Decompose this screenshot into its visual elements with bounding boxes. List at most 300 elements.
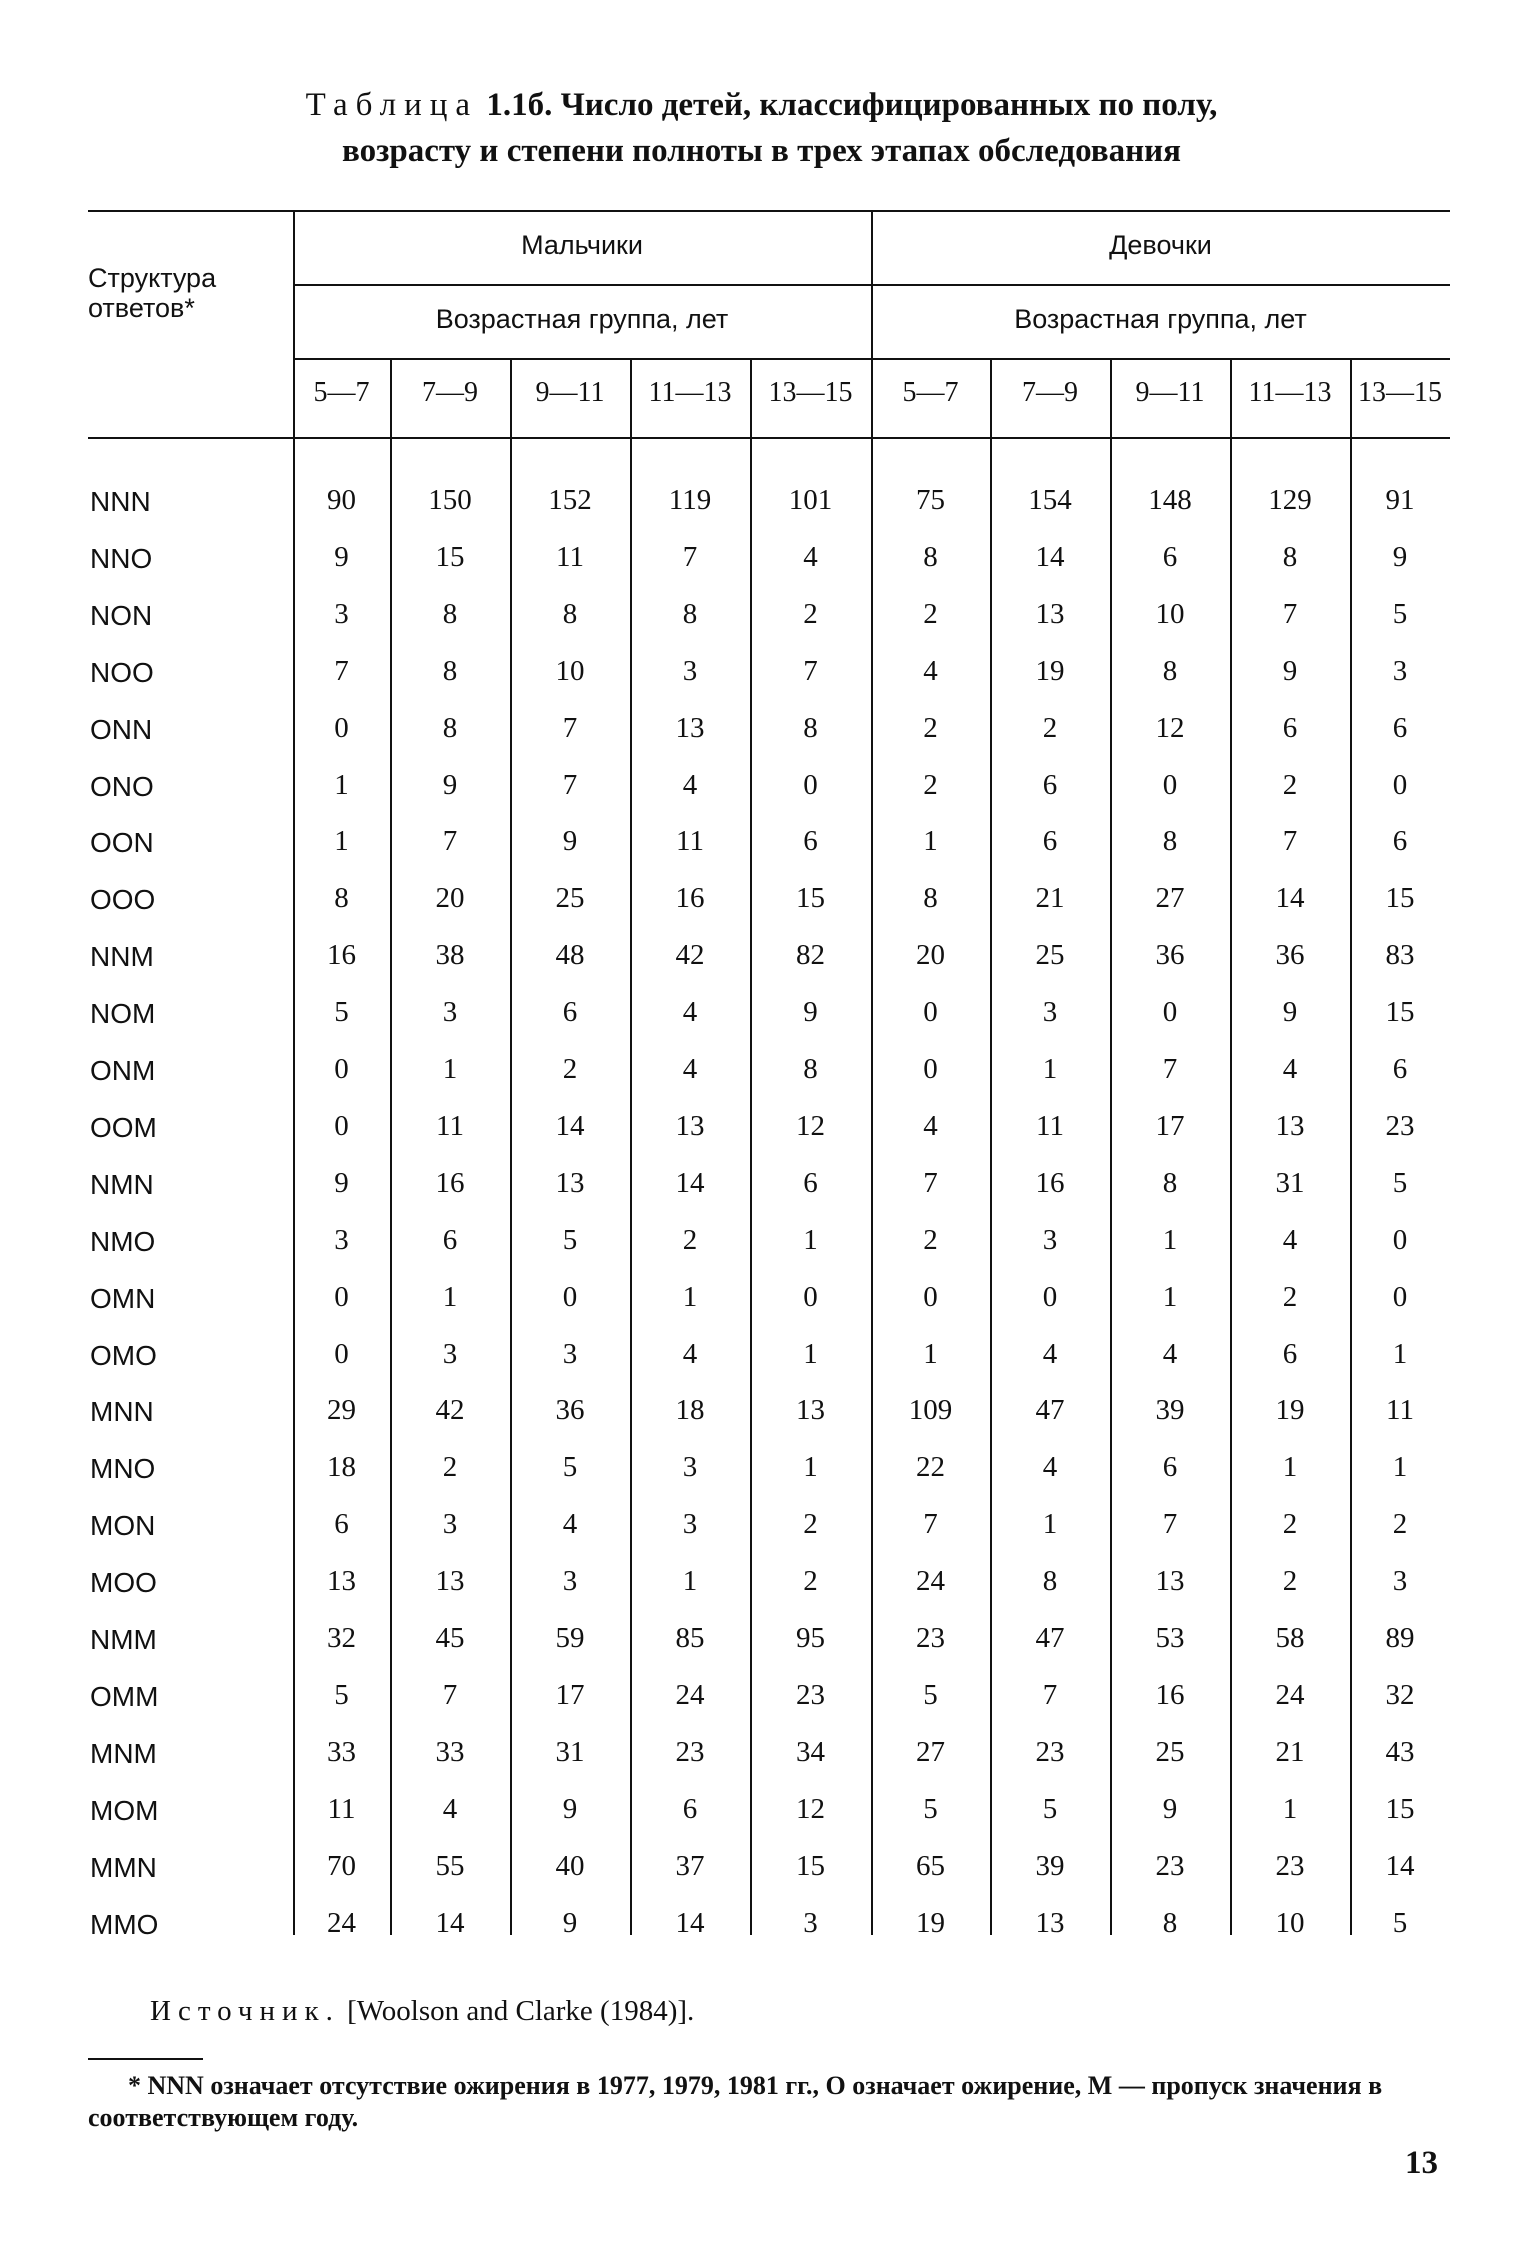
table-cell: 3: [562, 1565, 578, 1597]
boys-header: Мальчики: [521, 230, 643, 260]
table-cell: 7: [562, 769, 578, 801]
table-cell: 13: [675, 712, 705, 744]
table-cell: 12: [796, 1793, 825, 1825]
table-cell: 0: [1042, 1281, 1058, 1313]
table-cell: 7: [803, 655, 818, 687]
row-label: OMM: [90, 1681, 159, 1712]
table-cell: 33: [435, 1736, 465, 1768]
table-cell: 8: [803, 712, 818, 744]
source-lead: Источник.: [150, 1995, 340, 2027]
table-cell: 6: [682, 1793, 698, 1825]
row-label: NNM: [90, 941, 154, 972]
table-cell: 11: [327, 1793, 356, 1825]
table-cell: 0: [334, 1338, 349, 1370]
table-cell: 2: [442, 1451, 458, 1483]
table-cell: 4: [562, 1508, 578, 1540]
row-label: MNO: [90, 1453, 156, 1484]
table-cell: 1: [334, 769, 349, 801]
row-label: MMN: [90, 1852, 157, 1883]
row-label: NMN: [90, 1169, 154, 1200]
table-cell: 3: [334, 598, 349, 630]
table-cell: 24: [675, 1679, 705, 1711]
table-cell: 13: [1035, 1907, 1065, 1939]
table-cell: 6: [1392, 825, 1408, 857]
table-cell: 36: [1155, 939, 1185, 971]
row-label: MON: [90, 1510, 156, 1541]
table-cell: 8: [442, 712, 458, 744]
table-cell: 1: [923, 1338, 938, 1370]
table-cell: 17: [555, 1679, 585, 1711]
table-cell: 23: [675, 1736, 705, 1768]
table-cell: 15: [796, 1850, 825, 1882]
table-cell: 31: [1275, 1167, 1305, 1199]
table-cell: 17: [1155, 1110, 1185, 1142]
table-cell: 4: [803, 541, 818, 573]
table-cell: 0: [562, 1281, 578, 1313]
table-title-lead: Таблица: [305, 87, 479, 123]
table-cell: 3: [682, 1451, 698, 1483]
table-cell: 14: [675, 1167, 705, 1199]
table-cell: 20: [916, 939, 945, 971]
table-cell: 14: [675, 1907, 705, 1939]
table-cell: 4: [682, 769, 698, 801]
table-cell: 8: [803, 1053, 818, 1085]
girls-age-group-header: Возрастная группа, лет: [1014, 304, 1307, 334]
table-cell: 25: [555, 882, 585, 914]
table-cell: 24: [916, 1565, 945, 1597]
table-cell: 2: [923, 769, 938, 801]
table-cell: 4: [1042, 1451, 1058, 1483]
table-cell: 8: [1162, 1907, 1178, 1939]
table-cell: 3: [334, 1224, 349, 1256]
table-cell: 7: [1162, 1053, 1178, 1085]
table-cell: 1: [1162, 1281, 1178, 1313]
table-cell: 89: [1385, 1622, 1415, 1654]
table-cell: 1: [334, 825, 349, 857]
table-cell: 75: [916, 484, 945, 516]
table-cell: 9: [562, 825, 578, 857]
table-cell: 14: [435, 1907, 465, 1939]
table-cell: 2: [923, 712, 938, 744]
table-cell: 36: [555, 1394, 585, 1426]
table-cell: 5: [334, 1679, 349, 1711]
table-cell: 4: [442, 1793, 458, 1825]
table-cell: 8: [1162, 825, 1178, 857]
footnote-rule: [88, 2058, 203, 2060]
table-cell: 5: [334, 996, 349, 1028]
table-cell: 15: [435, 541, 465, 573]
table-cell: 3: [1042, 1224, 1058, 1256]
table-cell: 19: [1275, 1394, 1305, 1426]
table-cell: 7: [1042, 1679, 1058, 1711]
table-cell: 2: [1042, 712, 1058, 744]
table-cell: 2: [803, 1508, 818, 1540]
table-cell: 6: [442, 1224, 458, 1256]
table-cell: 8: [334, 882, 349, 914]
table-cell: 11: [1036, 1110, 1064, 1142]
table-cell: 3: [562, 1338, 578, 1370]
table-cell: 36: [1275, 939, 1305, 971]
table-cell: 9: [334, 541, 349, 573]
table-cell: 13: [1155, 1565, 1185, 1597]
table-cell: 0: [923, 1281, 938, 1313]
table-cell: 1: [1282, 1793, 1298, 1825]
table-cell: 9: [334, 1167, 349, 1199]
table-cell: 2: [803, 598, 818, 630]
table-cell: 9: [803, 996, 818, 1028]
structure-header-line-2: ответов*: [88, 293, 195, 323]
table-cell: 7: [562, 712, 578, 744]
table-cell: 9: [442, 769, 458, 801]
table-cell: 37: [675, 1850, 705, 1882]
table-cell: 13: [435, 1565, 465, 1597]
row-label: NNN: [90, 486, 151, 517]
table-cell: 119: [668, 484, 712, 516]
table-cell: 91: [1385, 484, 1415, 516]
table-cell: 5: [1042, 1793, 1058, 1825]
table-cell: 7: [682, 541, 698, 573]
table-cell: 0: [334, 1281, 349, 1313]
table-cell: 2: [923, 1224, 938, 1256]
table-cell: 0: [1392, 1224, 1408, 1256]
table-cell: 5: [562, 1451, 578, 1483]
table-title-line-2: возрасту и степени полноты в трех этапах обследования: [342, 133, 1181, 169]
column-header: 5—7: [902, 377, 959, 408]
table-cell: 9: [562, 1907, 578, 1939]
table-cell: 1: [442, 1281, 458, 1313]
table-cell: 5: [923, 1679, 938, 1711]
table-cell: 16: [675, 882, 705, 914]
row-label: MOO: [90, 1567, 157, 1598]
table-cell: 0: [1162, 996, 1178, 1028]
table-cell: 10: [1155, 598, 1185, 630]
row-label: OOO: [90, 884, 156, 915]
table-cell: 14: [1275, 882, 1305, 914]
table-cell: 6: [803, 1167, 818, 1199]
source-text: [Woolson and Clarke (1984)].: [347, 1995, 695, 2027]
table-cell: 109: [908, 1394, 953, 1426]
table-cell: 6: [1042, 769, 1058, 801]
table-cell: 32: [1385, 1679, 1415, 1711]
row-label: ONM: [90, 1055, 156, 1086]
table-cell: 8: [682, 598, 698, 630]
table-cell: 1: [923, 825, 938, 857]
table-cell: 23: [1155, 1850, 1185, 1882]
table-cell: 2: [1392, 1508, 1408, 1540]
row-label: ONN: [90, 714, 153, 745]
table-cell: 16: [327, 939, 356, 971]
table-cell: 11: [436, 1110, 464, 1142]
table-cell: 13: [327, 1565, 356, 1597]
column-header: 7—9: [1022, 377, 1078, 408]
table-cell: 8: [1282, 541, 1298, 573]
table-cell: 1: [442, 1053, 458, 1085]
row-label: OMN: [90, 1283, 156, 1314]
table-cell: 152: [548, 484, 592, 516]
table-cell: 14: [1035, 541, 1065, 573]
table-cell: 25: [1035, 939, 1065, 971]
table-title-text: 1.1б. Число детей, классифицированных по полу,: [486, 87, 1218, 123]
table-cell: 15: [1385, 882, 1415, 914]
table-cell: 23: [796, 1679, 825, 1711]
table-cell: 7: [1282, 598, 1298, 630]
row-label: MOM: [90, 1795, 159, 1826]
table-cell: 6: [1392, 712, 1408, 744]
table-cell: 5: [1392, 598, 1408, 630]
table-cell: 4: [682, 1338, 698, 1370]
table-cell: 11: [676, 825, 704, 857]
table-cell: 7: [1162, 1508, 1178, 1540]
table-cell: 90: [327, 484, 356, 516]
table-cell: 14: [1385, 1850, 1415, 1882]
table-cell: 8: [442, 598, 458, 630]
table-cell: 4: [1162, 1338, 1178, 1370]
table-cell: 101: [788, 484, 833, 516]
table-cell: 13: [1275, 1110, 1305, 1142]
table-cell: 23: [1275, 1850, 1305, 1882]
column-header: 7—9: [422, 377, 478, 408]
table-cell: 3: [442, 1338, 458, 1370]
row-label: NMM: [90, 1624, 157, 1655]
table-cell: 85: [675, 1622, 705, 1654]
table-cell: 7: [442, 1679, 458, 1711]
table-cell: 12: [796, 1110, 825, 1142]
table-cell: 20: [435, 882, 465, 914]
row-label: MNM: [90, 1738, 157, 1769]
table-cell: 5: [1392, 1167, 1408, 1199]
table-cell: 2: [1282, 1565, 1298, 1597]
table-cell: 10: [555, 655, 585, 687]
table-cell: 22: [916, 1451, 945, 1483]
table-cell: 53: [1155, 1622, 1185, 1654]
column-header: 11—13: [648, 377, 732, 408]
table-cell: 24: [1275, 1679, 1305, 1711]
table-cell: 0: [334, 1053, 349, 1085]
table-cell: 1: [1162, 1224, 1178, 1256]
table-cell: 9: [1162, 1793, 1178, 1825]
footnote: * NNN означает отсутствие ожирения в 1977, 1979, 1981 гг., O означает ожирение, M — пропуск значения в соответствующем году.: [88, 2071, 1383, 2132]
table-cell: 0: [1162, 769, 1178, 801]
column-header: 13—15: [768, 377, 853, 408]
table-cell: 150: [428, 484, 472, 516]
table-cell: 6: [1282, 1338, 1298, 1370]
structure-header-line-1: Структура: [88, 263, 217, 293]
row-label: ONO: [90, 771, 154, 802]
table-cell: 1: [803, 1338, 818, 1370]
row-label: OON: [90, 827, 154, 858]
row-label: MNN: [90, 1396, 154, 1427]
table-cell: 13: [555, 1167, 585, 1199]
table-cell: 19: [1035, 655, 1065, 687]
table-cell: 19: [916, 1907, 945, 1939]
table-cell: 6: [1282, 712, 1298, 744]
table-cell: 18: [327, 1451, 356, 1483]
table-cell: 9: [1282, 655, 1298, 687]
table-cell: 15: [1385, 996, 1415, 1028]
table-cell: 4: [923, 1110, 938, 1142]
table-cell: 2: [1282, 1508, 1298, 1540]
table-cell: 6: [1042, 825, 1058, 857]
table-cell: 3: [1392, 1565, 1408, 1597]
table-cell: 8: [562, 598, 578, 630]
table-title-line-1: [0, 82, 1523, 128]
table-cell: 95: [796, 1622, 825, 1654]
table-cell: 5: [562, 1224, 578, 1256]
table-cell: 0: [1392, 769, 1408, 801]
table-cell: 6: [562, 996, 578, 1028]
row-label: OMO: [90, 1340, 157, 1371]
table-cell: 0: [803, 769, 818, 801]
table-cell: 8: [442, 655, 458, 687]
table-cell: 3: [1042, 996, 1058, 1028]
table-cell: 4: [682, 1053, 698, 1085]
table-cell: 23: [1385, 1110, 1415, 1142]
column-header: 9—11: [1135, 377, 1205, 408]
table-cell: 7: [923, 1167, 938, 1199]
table-cell: 12: [1155, 712, 1185, 744]
table-cell: 1: [803, 1451, 818, 1483]
table-cell: 82: [796, 939, 825, 971]
table-cell: 14: [555, 1110, 585, 1142]
row-label: NOO: [90, 657, 154, 688]
table-cell: 0: [334, 1110, 349, 1142]
column-header: 5—7: [313, 377, 370, 408]
table-cell: 13: [675, 1110, 705, 1142]
table-cell: 48: [555, 939, 585, 971]
table-cell: 10: [1275, 1907, 1305, 1939]
table-cell: 3: [442, 1508, 458, 1540]
table-cell: 11: [1386, 1394, 1414, 1426]
table-cell: 3: [803, 1907, 818, 1939]
page-number: 13: [1405, 2145, 1438, 2181]
table-cell: 3: [682, 1508, 698, 1540]
table-cell: 1: [1042, 1053, 1058, 1085]
table-cell: 65: [916, 1850, 945, 1882]
table-cell: 42: [435, 1394, 465, 1426]
table-cell: 42: [675, 939, 705, 971]
table-cell: 2: [1282, 769, 1298, 801]
table-cell: 0: [334, 712, 349, 744]
table-cell: 2: [562, 1053, 578, 1085]
table-cell: 0: [923, 996, 938, 1028]
table-cell: 39: [1035, 1850, 1065, 1882]
row-label: MMO: [90, 1909, 159, 1940]
table-cell: 33: [327, 1736, 356, 1768]
table-cell: 16: [1035, 1167, 1065, 1199]
table-cell: 0: [923, 1053, 938, 1085]
girls-header: Девочки: [1109, 230, 1212, 260]
table-cell: 1: [682, 1565, 698, 1597]
table-cell: 1: [1282, 1451, 1298, 1483]
table-cell: 9: [562, 1793, 578, 1825]
table-cell: 47: [1035, 1394, 1065, 1426]
row-label: NMO: [90, 1226, 156, 1257]
table-cell: 2: [923, 598, 938, 630]
table-cell: 39: [1155, 1394, 1185, 1426]
table-cell: 4: [1282, 1053, 1298, 1085]
table-cell: 38: [435, 939, 465, 971]
table-cell: 3: [1392, 655, 1408, 687]
table-cell: 31: [555, 1736, 585, 1768]
table-cell: 3: [442, 996, 458, 1028]
table-cell: 59: [555, 1622, 585, 1654]
table-cell: 6: [334, 1508, 349, 1540]
table-cell: 4: [1042, 1338, 1058, 1370]
table-cell: 13: [1035, 598, 1065, 630]
table-cell: 40: [555, 1850, 585, 1882]
table-cell: 9: [1392, 541, 1408, 573]
table-cell: 23: [916, 1622, 945, 1654]
table-cell: 7: [923, 1508, 938, 1540]
table-cell: 13: [796, 1394, 825, 1426]
table-cell: 1: [1042, 1508, 1058, 1540]
table-cell: 5: [923, 1793, 938, 1825]
column-header: 9—11: [535, 377, 605, 408]
table-cell: 34: [796, 1736, 825, 1768]
table-cell: 129: [1268, 484, 1312, 516]
table-cell: 15: [1385, 1793, 1415, 1825]
table-cell: 154: [1028, 484, 1072, 516]
table-cell: 58: [1275, 1622, 1305, 1654]
table-cell: 2: [1282, 1281, 1298, 1313]
source-note: [150, 1995, 694, 2028]
table-cell: 8: [1042, 1565, 1058, 1597]
table-cell: 15: [796, 882, 825, 914]
table-cell: 47: [1035, 1622, 1065, 1654]
table-cell: 27: [1155, 882, 1185, 914]
row-label: NON: [90, 600, 153, 631]
table-cell: 4: [1282, 1224, 1298, 1256]
table-cell: 18: [675, 1394, 705, 1426]
table-cell: 9: [1282, 996, 1298, 1028]
table-cell: 1: [803, 1224, 818, 1256]
table-cell: 1: [682, 1281, 698, 1313]
structure-header: [88, 263, 216, 323]
table-cell: 25: [1155, 1736, 1185, 1768]
column-header: 11—13: [1248, 377, 1332, 408]
boys-age-group-header: Возрастная группа, лет: [435, 304, 729, 334]
table-cell: 1: [1392, 1451, 1408, 1483]
table-cell: 55: [435, 1850, 465, 1882]
table-cell: 8: [923, 541, 938, 573]
table-cell: 23: [1035, 1736, 1065, 1768]
table-cell: 6: [1162, 541, 1178, 573]
column-header: 13—15: [1358, 377, 1442, 408]
table-cell: 27: [916, 1736, 945, 1768]
table-cell: 2: [803, 1565, 818, 1597]
table-cell: 29: [327, 1394, 356, 1426]
table-cell: 21: [1275, 1736, 1305, 1768]
table-cell: 5: [1392, 1907, 1408, 1939]
table-cell: 45: [435, 1622, 465, 1654]
table-cell: 6: [1162, 1451, 1178, 1483]
table-cell: 8: [1162, 655, 1178, 687]
table-cell: 3: [682, 655, 698, 687]
table-cell: 70: [327, 1850, 356, 1882]
table-cell: 2: [682, 1224, 698, 1256]
table-cell: 7: [1282, 825, 1298, 857]
table-cell: 1: [1392, 1338, 1408, 1370]
table-cell: 8: [1162, 1167, 1178, 1199]
table-cell: 7: [442, 825, 458, 857]
table-cell: 16: [1155, 1679, 1185, 1711]
table-cell: 24: [327, 1907, 356, 1939]
table-cell: 16: [435, 1167, 465, 1199]
table-cell: 6: [803, 825, 818, 857]
table-cell: 21: [1035, 882, 1065, 914]
table-cell: 83: [1385, 939, 1415, 971]
table-cell: 43: [1385, 1736, 1415, 1768]
